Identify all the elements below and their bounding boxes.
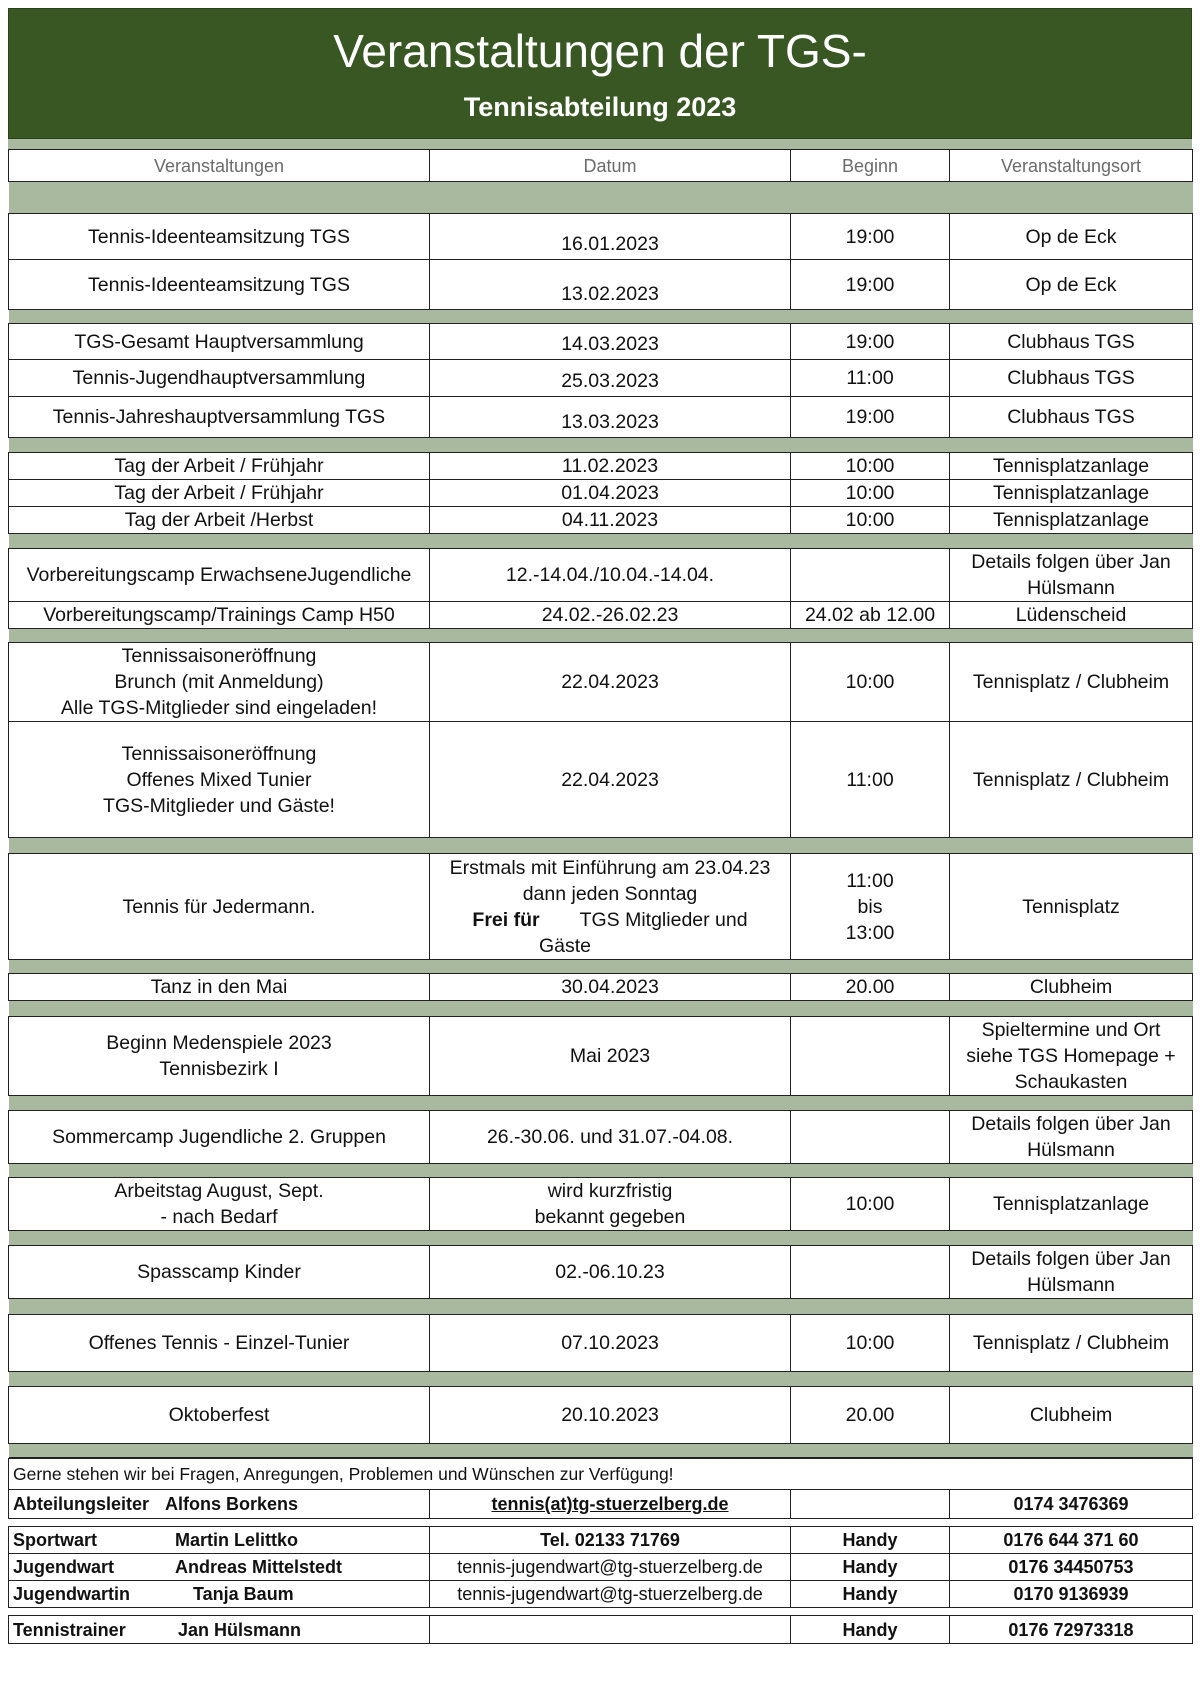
event-time: 11:00 bbox=[791, 360, 950, 397]
contact-person: Abteilungsleiter Alfons Borkens bbox=[9, 1490, 430, 1519]
separator-row bbox=[9, 534, 1193, 549]
event-name: Tanz in den Mai bbox=[9, 974, 430, 1001]
event-time: 20.00 bbox=[791, 1387, 950, 1444]
event-name: Tennis-Jugendhauptversammlung bbox=[9, 360, 430, 397]
table-row bbox=[9, 549, 1193, 602]
event-name: Tennis für Jedermann. bbox=[9, 854, 430, 960]
separator-row bbox=[9, 1096, 1193, 1111]
contact-kind: Handy bbox=[791, 1554, 950, 1581]
contact-row bbox=[9, 1616, 1193, 1644]
contact-note: Gerne stehen wir bei Fragen, Anregungen, Problemen und Wünschen zur Verfügung! bbox=[9, 1459, 1193, 1490]
event-place: Spieltermine und Ort siehe TGS Homepage + Schaukasten bbox=[950, 1017, 1193, 1096]
column-header: Veranstaltungen bbox=[9, 150, 430, 182]
event-place: Tennisplatzanlage bbox=[950, 1178, 1193, 1231]
event-place: Tennisplatzanlage bbox=[950, 507, 1193, 534]
event-date: 07.10.2023 bbox=[430, 1315, 791, 1372]
event-name: Tag der Arbeit / Frühjahr bbox=[9, 453, 430, 480]
contact-kind bbox=[791, 1490, 950, 1519]
separator-row bbox=[9, 1299, 1193, 1315]
event-time: 10:00 bbox=[791, 1315, 950, 1372]
event-place: Clubhaus TGS bbox=[950, 397, 1193, 438]
contact-kind: Handy bbox=[791, 1581, 950, 1608]
contact-kind: Handy bbox=[791, 1527, 950, 1554]
contact-email-link[interactable]: tennis(at)tg-stuerzelberg.de bbox=[430, 1490, 791, 1519]
event-date: 16.01.2023 bbox=[430, 214, 791, 260]
separator-row bbox=[9, 1608, 1193, 1616]
contact-person: Tennistrainer Jan Hülsmann bbox=[9, 1616, 430, 1644]
event-date: 12.-14.04./10.04.-14.04. bbox=[430, 549, 791, 602]
event-name: Spasscamp Kinder bbox=[9, 1246, 430, 1299]
event-time: 10:00 bbox=[791, 643, 950, 722]
event-date: wird kurzfristig bekannt gegeben bbox=[430, 1178, 791, 1231]
event-date: 24.02.-26.02.23 bbox=[430, 602, 791, 629]
table-row bbox=[9, 1387, 1193, 1444]
event-date: 01.04.2023 bbox=[430, 480, 791, 507]
event-name: Tennissaisoneröffnung Offenes Mixed Tunier TGS-Mitglieder und Gäste! bbox=[9, 722, 430, 838]
event-date: Erstmals mit Einführung am 23.04.23 dann jeden Sonntag Frei für TGS Mitglieder und Gäste bbox=[430, 854, 791, 960]
separator-row bbox=[9, 960, 1193, 974]
event-time: 10:00 bbox=[791, 1178, 950, 1231]
column-header: Beginn bbox=[791, 150, 950, 182]
event-name: Offenes Tennis - Einzel-Tunier bbox=[9, 1315, 430, 1372]
event-place: Tennisplatz / Clubheim bbox=[950, 643, 1193, 722]
table-row bbox=[9, 360, 1193, 397]
table-row bbox=[9, 480, 1193, 507]
table-row bbox=[9, 722, 1193, 838]
event-name: Tennis-Ideenteamsitzung TGS bbox=[9, 260, 430, 310]
separator-row bbox=[9, 629, 1193, 643]
contact-phone: 0170 9136939 bbox=[950, 1581, 1193, 1608]
event-date: 26.-30.06. und 31.07.-04.08. bbox=[430, 1111, 791, 1164]
event-place: Lüdenscheid bbox=[950, 602, 1193, 629]
event-name: Vorbereitungscamp/Trainings Camp H50 bbox=[9, 602, 430, 629]
event-place: Op de Eck bbox=[950, 214, 1193, 260]
contact-person: Sportwart Martin Lelittko bbox=[9, 1527, 430, 1554]
event-date: 14.03.2023 bbox=[430, 324, 791, 360]
contact-row bbox=[9, 1490, 1193, 1519]
event-date: 22.04.2023 bbox=[430, 643, 791, 722]
table-row bbox=[9, 1017, 1193, 1096]
events-table bbox=[8, 149, 1193, 1458]
event-time bbox=[791, 1246, 950, 1299]
contact-phone: 0174 3476369 bbox=[950, 1490, 1193, 1519]
table-row bbox=[9, 453, 1193, 480]
contact-info: Tel. 02133 71769 bbox=[430, 1527, 791, 1554]
page-subtitle: Tennisabteilung 2023 bbox=[463, 92, 737, 122]
contact-phone: 0176 644 371 60 bbox=[950, 1527, 1193, 1554]
event-place: Clubheim bbox=[950, 1387, 1193, 1444]
table-row bbox=[9, 214, 1193, 260]
separator-band bbox=[8, 139, 1192, 149]
contact-phone: 0176 34450753 bbox=[950, 1554, 1193, 1581]
table-row bbox=[9, 397, 1193, 438]
event-name: Vorbereitungscamp ErwachseneJugendliche bbox=[9, 549, 430, 602]
contact-row bbox=[9, 1527, 1193, 1554]
event-place: Tennisplatz / Clubheim bbox=[950, 722, 1193, 838]
event-time: 10:00 bbox=[791, 507, 950, 534]
event-place: Clubhaus TGS bbox=[950, 324, 1193, 360]
contact-row bbox=[9, 1554, 1193, 1581]
event-date: 30.04.2023 bbox=[430, 974, 791, 1001]
table-row bbox=[9, 260, 1193, 310]
table-row bbox=[9, 602, 1193, 629]
event-time: 20.00 bbox=[791, 974, 950, 1001]
event-date: 04.11.2023 bbox=[430, 507, 791, 534]
event-place: Tennisplatz / Clubheim bbox=[950, 1315, 1193, 1372]
table-row bbox=[9, 1246, 1193, 1299]
event-name: Tennis-Jahreshauptversammlung TGS bbox=[9, 397, 430, 438]
event-time: 19:00 bbox=[791, 260, 950, 310]
table-row bbox=[9, 1111, 1193, 1164]
page-title: Veranstaltungen der TGS- bbox=[333, 25, 867, 77]
event-name: Tag der Arbeit / Frühjahr bbox=[9, 480, 430, 507]
event-name: Oktoberfest bbox=[9, 1387, 430, 1444]
event-time: 11:00 bbox=[791, 722, 950, 838]
contact-row bbox=[9, 1581, 1193, 1608]
contact-info bbox=[430, 1616, 791, 1644]
event-time: 10:00 bbox=[791, 480, 950, 507]
event-place: Details folgen über Jan Hülsmann bbox=[950, 549, 1193, 602]
event-date: 13.03.2023 bbox=[430, 397, 791, 438]
contact-person: Jugendwartin Tanja Baum bbox=[9, 1581, 430, 1608]
title-banner bbox=[8, 8, 1192, 139]
contact-note-row bbox=[9, 1459, 1193, 1490]
event-date: 11.02.2023 bbox=[430, 453, 791, 480]
table-row bbox=[9, 1178, 1193, 1231]
contact-kind: Handy bbox=[791, 1616, 950, 1644]
separator-row bbox=[9, 438, 1193, 453]
event-time: 19:00 bbox=[791, 324, 950, 360]
table-row bbox=[9, 854, 1193, 960]
table-row bbox=[9, 643, 1193, 722]
event-place: Tennisplatz bbox=[950, 854, 1193, 960]
event-date: 25.03.2023 bbox=[430, 360, 791, 397]
event-sheet bbox=[8, 8, 1192, 1644]
event-time bbox=[791, 1111, 950, 1164]
contact-email-link[interactable]: tennis-jugendwart@tg-stuerzelberg.de bbox=[430, 1554, 791, 1581]
event-time bbox=[791, 1017, 950, 1096]
event-name: Tag der Arbeit /Herbst bbox=[9, 507, 430, 534]
event-time bbox=[791, 549, 950, 602]
separator-row bbox=[9, 1231, 1193, 1246]
event-date: 20.10.2023 bbox=[430, 1387, 791, 1444]
event-place: Clubhaus TGS bbox=[950, 360, 1193, 397]
separator-row bbox=[9, 182, 1193, 214]
event-place: Details folgen über Jan Hülsmann bbox=[950, 1246, 1193, 1299]
event-date: 13.02.2023 bbox=[430, 260, 791, 310]
event-place: Clubheim bbox=[950, 974, 1193, 1001]
event-name: Tennis-Ideenteamsitzung TGS bbox=[9, 214, 430, 260]
table-row bbox=[9, 1315, 1193, 1372]
table-row bbox=[9, 507, 1193, 534]
separator-row bbox=[9, 838, 1193, 854]
table-row bbox=[9, 974, 1193, 1001]
event-time: 24.02 ab 12.00 bbox=[791, 602, 950, 629]
event-date: Mai 2023 bbox=[430, 1017, 791, 1096]
contact-table bbox=[8, 1458, 1193, 1644]
column-header: Datum bbox=[430, 150, 791, 182]
event-place: Op de Eck bbox=[950, 260, 1193, 310]
contact-email-link[interactable]: tennis-jugendwart@tg-stuerzelberg.de bbox=[430, 1581, 791, 1608]
separator-row bbox=[9, 1519, 1193, 1527]
event-place: Tennisplatzanlage bbox=[950, 480, 1193, 507]
event-date: 02.-06.10.23 bbox=[430, 1246, 791, 1299]
contact-person: Jugendwart Andreas Mittelstedt bbox=[9, 1554, 430, 1581]
column-header: Veranstaltungsort bbox=[950, 150, 1193, 182]
event-name: Tennissaisoneröffnung Brunch (mit Anmeldung) Alle TGS-Mitglieder sind eingeladen! bbox=[9, 643, 430, 722]
event-name: Beginn Medenspiele 2023 Tennisbezirk I bbox=[9, 1017, 430, 1096]
event-place: Details folgen über Jan Hülsmann bbox=[950, 1111, 1193, 1164]
table-row bbox=[9, 324, 1193, 360]
event-time: 19:00 bbox=[791, 214, 950, 260]
separator-row bbox=[9, 1444, 1193, 1458]
event-name: Arbeitstag August, Sept. - nach Bedarf bbox=[9, 1178, 430, 1231]
event-time: 10:00 bbox=[791, 453, 950, 480]
event-name: Sommercamp Jugendliche 2. Gruppen bbox=[9, 1111, 430, 1164]
event-time: 19:00 bbox=[791, 397, 950, 438]
separator-row bbox=[9, 1164, 1193, 1178]
event-time: 11:00 bis 13:00 bbox=[791, 854, 950, 960]
event-name: TGS-Gesamt Hauptversammlung bbox=[9, 324, 430, 360]
event-place: Tennisplatzanlage bbox=[950, 453, 1193, 480]
separator-row bbox=[9, 310, 1193, 324]
contact-phone: 0176 72973318 bbox=[950, 1616, 1193, 1644]
separator-row bbox=[9, 1372, 1193, 1387]
event-date: 22.04.2023 bbox=[430, 722, 791, 838]
separator-row bbox=[9, 1001, 1193, 1017]
table-header-row bbox=[9, 150, 1193, 182]
